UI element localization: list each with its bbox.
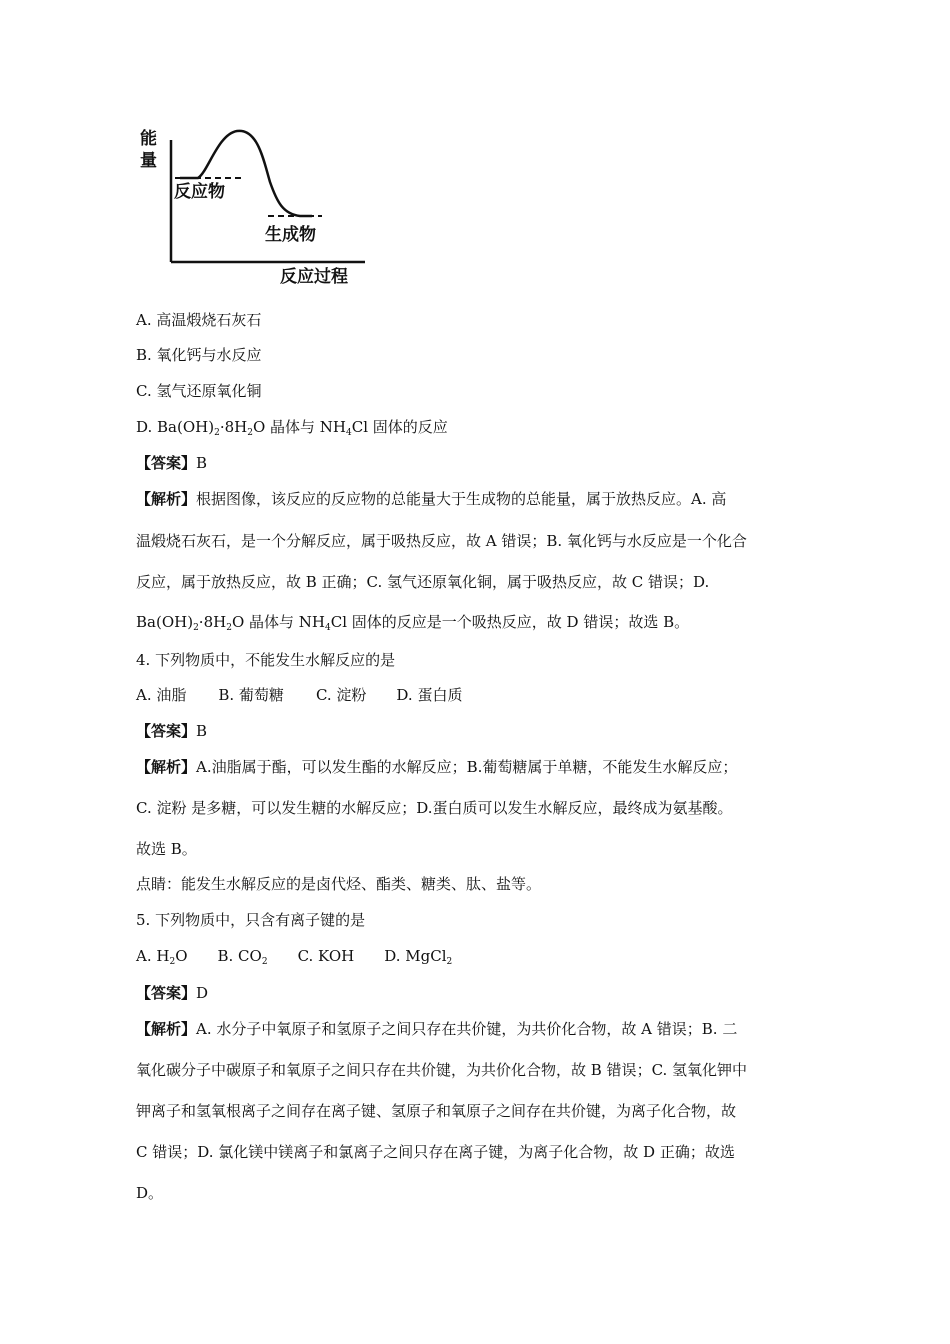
text: O 晶体与 NH (252, 418, 346, 436)
q3-analysis-line-1 (136, 489, 726, 509)
q5-option-b (218, 947, 268, 965)
text: 根据图像，该反应的反应物的总能量大于生成物的总能量，属于放热反应。A. 高 (196, 490, 727, 508)
q5-answer (136, 983, 208, 1003)
text: A.油脂属于酯，可以发生酯的水解反应；B.葡萄糖属于单糖，不能发生水解反应； (196, 758, 738, 776)
subscript: 2 (226, 623, 232, 633)
subscript: 2 (214, 428, 220, 438)
y-axis-label-2: 量 (140, 151, 157, 171)
text: A. H (136, 947, 170, 965)
q4-note: 点睛：能发生水解反应的是卤代烃、酯类、糖类、肽、盐等。 (136, 875, 542, 893)
q5-analysis-line-5: D。 (136, 1184, 164, 1202)
x-axis-label: 反应过程 (280, 267, 348, 287)
answer-value: B (196, 454, 208, 472)
subscript: 2 (247, 428, 253, 438)
y-axis-label-1: 能 (140, 129, 157, 149)
q3-answer (136, 453, 207, 473)
text: ·8H (198, 613, 227, 631)
q3-option-d (136, 417, 448, 443)
energy-curve (180, 131, 312, 216)
subscript: 2 (193, 623, 199, 633)
text: D. Ba(OH) (136, 418, 215, 436)
answer-value: D (196, 984, 209, 1002)
q4-answer (136, 721, 207, 741)
answer-tag: 【答案】 (136, 984, 197, 1002)
q3-option-a: A. 高温煅烧石灰石 (136, 311, 262, 329)
text: Ba(OH) (136, 613, 194, 631)
analysis-tag: 【解析】 (136, 758, 197, 776)
text: O 晶体与 NH (231, 613, 325, 631)
energy-diagram-svg (140, 122, 380, 292)
q4-option-c: C. 淀粉 (315, 686, 367, 704)
text: Cl 固体的反应是一个吸热反应，故 D 错误；故选 B。 (330, 613, 690, 631)
subscript: 2 (446, 957, 453, 967)
q5-analysis-line-3: 钾离子和氢氧根离子之间存在离子键、氢原子和氧原子之间存在共价键，为离子化合物，故 (136, 1102, 737, 1120)
text: Cl 固体的反应 (351, 418, 448, 436)
q5-stem: 5. 下列物质中，只含有离子键的是 (136, 911, 366, 929)
analysis-tag: 【解析】 (136, 490, 197, 508)
reactant-label: 反应物 (174, 182, 225, 202)
q5-options (136, 946, 452, 972)
answer-value: B (196, 722, 208, 740)
q4-option-b: B. 葡萄糖 (218, 686, 284, 704)
q4-analysis-line-3: 故选 B。 (136, 840, 197, 858)
product-label: 生成物 (265, 225, 316, 245)
subscript: 4 (346, 428, 352, 438)
energy-diagram (140, 122, 380, 292)
text: D. MgCl (384, 947, 447, 965)
answer-tag: 【答案】 (136, 454, 197, 472)
q4-options (136, 685, 462, 705)
text: A. 水分子中氧原子和氢原子之间只存在共价键，为共价化合物，故 A 错误；B. 二 (196, 1020, 738, 1038)
subscript: 4 (324, 623, 331, 633)
q5-option-d (384, 947, 452, 965)
q5-option-a (136, 947, 188, 965)
q4-option-a: A. 油脂 (136, 686, 187, 704)
q5-analysis-line-4: C 错误；D. 氯化镁中镁离子和氯离子之间只存在离子键，为离子化合物，故 D 正确；故选 (136, 1143, 735, 1161)
q4-stem: 4. 下列物质中，不能发生水解反应的是 (136, 651, 396, 669)
q5-analysis-line-1 (136, 1019, 737, 1039)
q4-analysis-line-1 (136, 757, 737, 777)
q4-analysis-line-2: C. 淀粉 是多糖，可以发生糖的水解反应；D.蛋白质可以发生水解反应，最终成为氨基酸。 (136, 799, 733, 817)
q5-option-c: C. KOH (297, 947, 355, 965)
text: O (175, 947, 188, 965)
answer-tag: 【答案】 (136, 722, 197, 740)
subscript: 2 (261, 957, 268, 967)
q5-analysis-line-2: 氧化碳分子中碳原子和氧原子之间只存在共价键，为共价化合物，故 B 错误；C. 氢氧化钾中 (136, 1061, 748, 1079)
q3-analysis-line-4 (136, 612, 689, 638)
q3-analysis-line-3: 反应，属于放热反应，故 B 正确；C. 氢气还原氧化铜，属于吸热反应，故 C 错误；D. (136, 573, 710, 591)
analysis-tag: 【解析】 (136, 1020, 197, 1038)
text: B. CO (217, 947, 262, 965)
q4-option-d: D. 蛋白质 (396, 686, 463, 704)
q3-option-b: B. 氧化钙与水反应 (136, 346, 262, 364)
q3-option-c: C. 氢气还原氧化铜 (136, 382, 262, 400)
text: ·8H (219, 418, 248, 436)
subscript: 2 (169, 957, 176, 967)
q3-analysis-line-2: 温煅烧石灰石，是一个分解反应，属于吸热反应，故 A 错误；B. 氧化钙与水反应是一个化合 (136, 532, 747, 550)
